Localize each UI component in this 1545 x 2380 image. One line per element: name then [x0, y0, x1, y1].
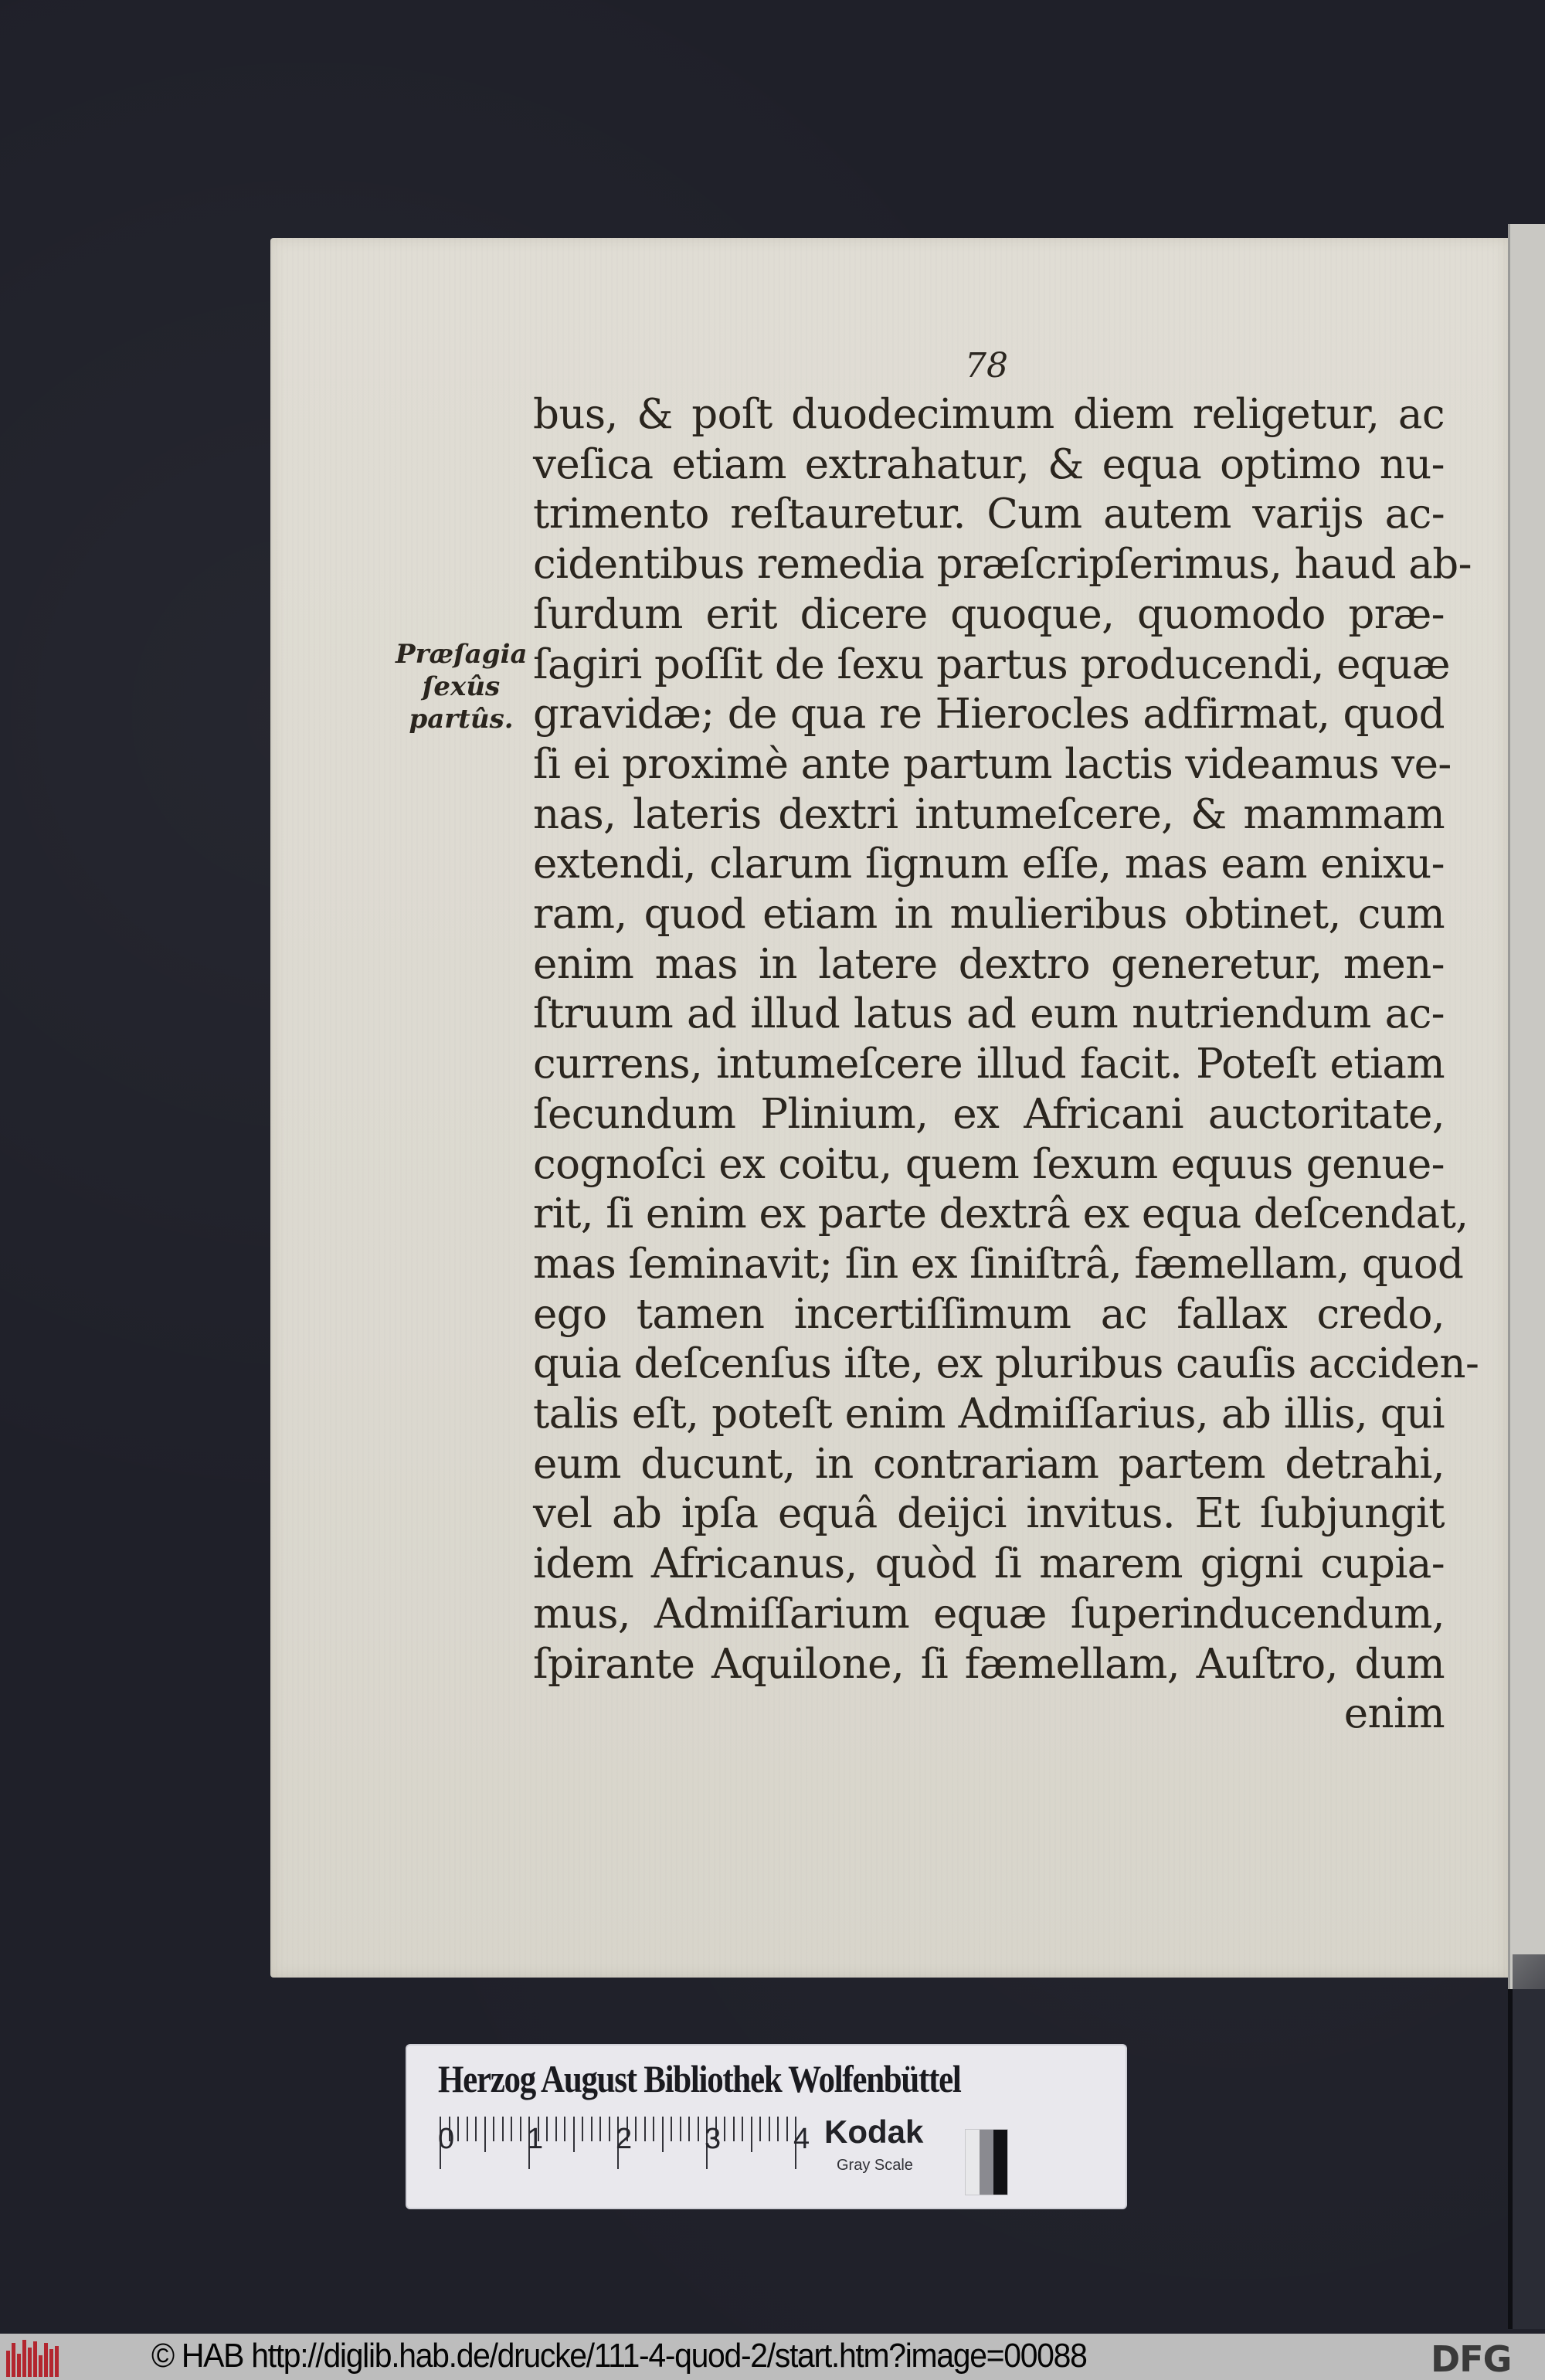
- text-line: gravidæ; de qua re Hierocles adfirmat, quod: [533, 691, 1445, 738]
- text-line: vel ab ipſa equâ deijci invitus. Et ſubjungit: [533, 1490, 1445, 1538]
- ruler-tick: [742, 2117, 743, 2141]
- text-line: ſagiri poſſit de ſexu partus producendi, equæ: [533, 640, 1450, 688]
- copyright-url[interactable]: © HAB http://diglib.hab.de/drucke/111-4-quod-2/start.htm?image=00088: [151, 2337, 1087, 2375]
- kodak-brand: Kodak: [824, 2113, 924, 2150]
- text-line: mas ſeminavit; ſin ex ſiniſtrâ, fæmellam, quod: [533, 1240, 1464, 1288]
- ruler-tick: [644, 2117, 646, 2141]
- text-line: idem Africanus, quòd ſi marem gigni cupia-: [533, 1540, 1445, 1588]
- ruler-tick: [467, 2117, 468, 2141]
- ruler-tick: [591, 2117, 593, 2141]
- footer-bar: [0, 2334, 1545, 2380]
- ruler-tick: [564, 2117, 565, 2141]
- text-line: ſpirante Aquilone, ſi fæmellam, Auſtro, dum: [533, 1640, 1445, 1688]
- ruler-tick: [635, 2117, 637, 2141]
- text-line: currens, intumeſcere illud facit. Poteſt etiam: [533, 1041, 1445, 1088]
- text-line: trimento reſtauretur. Cum autem varijs ac-: [533, 491, 1445, 538]
- ruler-tick: [733, 2117, 735, 2141]
- text-line: ſurdum erit dicere quoque, quomodo præ-: [533, 590, 1445, 638]
- gray-patch: [966, 2130, 980, 2195]
- text-line: veſica etiam extrahatur, & equa optimo nu-: [533, 440, 1445, 488]
- text-line: cognoſci ex coitu, quem ſexum equus genue-: [533, 1140, 1445, 1188]
- ruler-label: 0: [438, 2123, 455, 2155]
- text-line: bus, & poſt duodecimum diem religetur, ac: [533, 391, 1445, 438]
- next-page-edge: [1508, 224, 1545, 1989]
- ruler-tick: [555, 2117, 557, 2141]
- text-line: ſtruum ad illud latus ad eum nutriendum ac-: [533, 990, 1445, 1038]
- ruler-tick: [582, 2117, 583, 2141]
- ruler-tick: [786, 2117, 788, 2141]
- ruler-label: 1: [527, 2123, 544, 2155]
- ruler-tick: [777, 2117, 779, 2141]
- text-line: ſecundum Plinium, ex Africani auctoritate,: [533, 1090, 1445, 1138]
- ruler-tick: [502, 2117, 504, 2141]
- ruler-tick: [688, 2117, 690, 2141]
- gray-scale-label: Gray Scale: [837, 2157, 913, 2174]
- marginal-note: [396, 638, 527, 735]
- text-line: cidentibus remedia præſcripſerimus, haud ab-: [533, 541, 1472, 589]
- ruler-label: 2: [616, 2123, 633, 2155]
- text-line: extendi, clarum ſignum eſſe, mas eam enixu-: [533, 840, 1445, 888]
- ruler-tick: [546, 2117, 548, 2141]
- ruler-tick: [751, 2117, 752, 2152]
- ruler-tick: [511, 2117, 512, 2141]
- text-line: ſi ei proximè ante partum lactis videamus ve-: [533, 740, 1452, 788]
- ruler-tick: [698, 2117, 699, 2141]
- marginal-note-line: Præſagia: [396, 639, 528, 670]
- catchword: enim: [1343, 1690, 1445, 1738]
- ruler-tick: [520, 2117, 521, 2141]
- ruler-label: 4: [793, 2123, 810, 2155]
- text-line: quia deſcenſus iſte, ex pluribus cauſis acciden-: [533, 1340, 1479, 1388]
- page-number: 78: [965, 346, 1008, 385]
- text-line: nas, lateris dextri intumeſcere, & mammam: [533, 790, 1445, 838]
- ruler-tick: [573, 2117, 575, 2152]
- text-line: enim mas in latere dextro generetur, men-: [533, 940, 1445, 988]
- gray-scale-patches: [965, 2129, 1008, 2195]
- text-line: talis eſt, poteſt enim Admiſſarius, ab illis, qui: [533, 1390, 1445, 1438]
- text-line: ego tamen incertiſſimum ac fallax credo,: [533, 1290, 1445, 1338]
- text-line: rit, ſi enim ex parte dextrâ ex equa deſcendat,: [533, 1190, 1469, 1238]
- ruler-tick: [653, 2117, 654, 2141]
- ruler-tick: [724, 2117, 725, 2141]
- marginal-note-line: partûs.: [409, 704, 514, 735]
- text-line: eum ducunt, in contrariam partem detrahi,: [533, 1440, 1445, 1488]
- dfg-logo: DFG: [1431, 2338, 1512, 2380]
- ruler-tick: [769, 2117, 770, 2141]
- ruler-tick: [671, 2117, 672, 2141]
- gray-patch: [993, 2130, 1007, 2195]
- ruler-tick: [609, 2117, 610, 2141]
- gray-patch: [980, 2130, 993, 2195]
- ruler-tick: [457, 2117, 459, 2141]
- ruler-tick: [484, 2117, 486, 2152]
- ruler-tick: [662, 2117, 664, 2152]
- ruler-tick: [475, 2117, 477, 2141]
- ruler-tick: [599, 2117, 601, 2141]
- calibration-card: [407, 2046, 1126, 2208]
- ruler-tick: [680, 2117, 681, 2141]
- marginal-note-line: ſexûs: [422, 671, 501, 702]
- library-name: Herzog August Bibliothek Wolfenbüttel: [438, 2057, 961, 2100]
- ruler-label: 3: [705, 2123, 722, 2155]
- binding-edge: [1508, 1989, 1545, 2329]
- text-line: ram, quod etiam in mulieribus obtinet, cum: [533, 891, 1445, 939]
- text-line: mus, Admiſſarium equæ ſuperinducendum,: [533, 1590, 1445, 1638]
- body-text: [533, 390, 1479, 1740]
- ruler-tick: [759, 2117, 761, 2141]
- hab-logo-icon: [6, 2340, 66, 2377]
- ruler-tick: [493, 2117, 494, 2141]
